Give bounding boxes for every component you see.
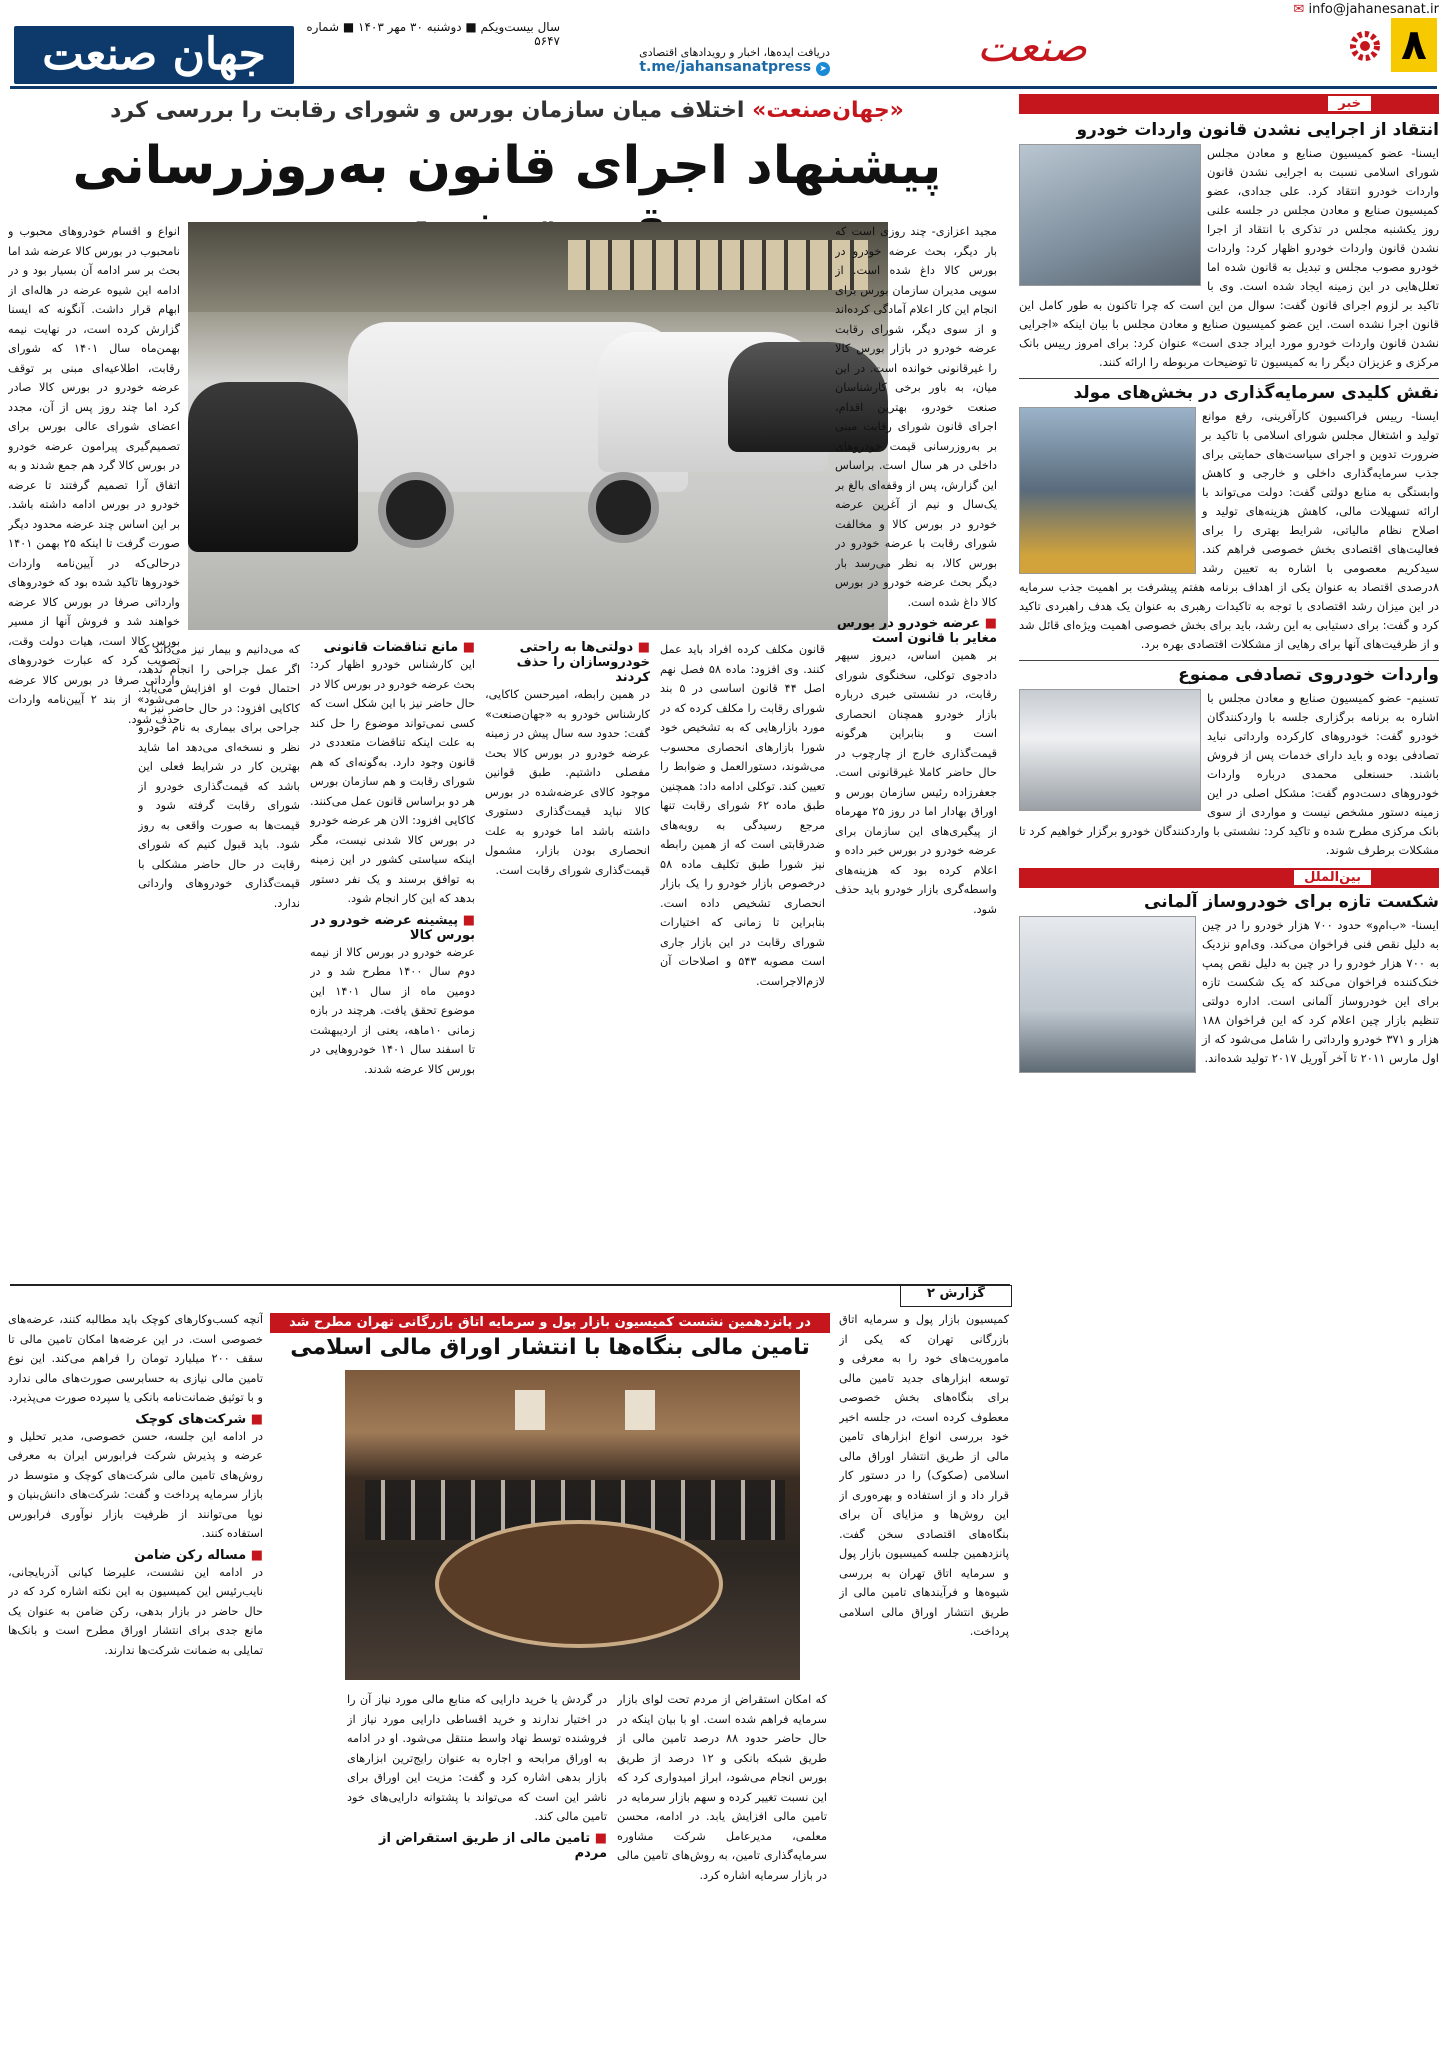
- article-column-1: [835, 222, 997, 1282]
- factory-image: [1019, 407, 1196, 574]
- article-column-6: [8, 222, 180, 1280]
- gear-icon: [1347, 28, 1383, 64]
- report-col4-text: آنچه کسب‌وکارهای کوچک باید مطالبه کنند، عرضه‌های خصوصی است. در این عرضه‌ها امکان تامین مالی تا سقف ۲۰۰ میلیارد تومان را فراهم می‌کند. این نوع تامین مالی نیازی به حسابرسی صورت‌های مالی ندارد و با توثیق ضمانت‌نامه بانکی یا سپرده صورت می‌پذیرد.: [8, 1313, 263, 1404]
- article-col2-text: قانون مکلف کرده افراد باید عمل کنند. وی افزود: ماده ۵۸ فصل نهم اصل ۴۴ قانون اساسی در ۵ بند شورای رقابت را مکلف کرده که در مورد بازارهایی که به تشخیص خود شورا بازارهای انحصاری محسوب می‌شوند، دستورالعمل و ضوابط را تعیین کند. توکلی ادامه داد: همچنین طبق ماده ۶۲ شورای رقابت تنها مرجع رسیدگی به رویه‌های ضدرقابتی است که از همین رابطه نیز شورا طبق تکلیف ماده ۵۸ درخصوص بازار خودرو را یک بازار انحصاری تشخیص داده است. بنابراین تا زمانی که اختیارات شورای رقابت در این بازار جاری است مصوبه ۵۴۳ و اصلاحات آن لازم‌الاجراست.: [660, 643, 825, 988]
- bmw-car-image: [1019, 916, 1196, 1073]
- report-col4-subhead: ■ شرکت‌های کوچک: [135, 1411, 263, 1427]
- report-column-1: [839, 1310, 1009, 2050]
- report-column-3: [347, 1690, 607, 2050]
- sidebar-story-1-title: انتقاد از اجرایی نشدن قانون واردات خودرو: [1076, 120, 1439, 140]
- sidebar-story-1-body: ایسنا- عضو کمیسیون صنایع و معادن مجلس شورای اسلامی نسبت به اجرایی نشدن قانون واردات خودرو انتقاد کرد. علی جدادی، عضو کمیسیون صنایع و معادن مجلس در جلسه علنی روز یکشنبه مجلس در تذکری با انتقاد از اجرا نشدن قانون واردات خودرو اظهار کرد: واردات خودرو مصوب مجلس و تبدیل به قانون شده اما تعلل‌هایی در این زمینه ایجاد شده است. وی با تاکید بر لزوم اجرای قانون گفت: سوال من این است که چرا تاکنون به طور کامل این قانون اجرا نشده است. این عضو کمیسیون صنایع و معادن مجلس با بیان اینکه «اجرایی نشدن قانون واردات خودرو مورد ایراد جدی است» عنوان کرد: برای امروز رییس بانک مرکزی و عزیزان دیگر را به کمیسیون تا توضیحات مربوطه را ارائه کنند.: [1019, 146, 1439, 369]
- report-col4c-text: در ادامه این نشست، علیرضا کیانی آذربایجانی، نایب‌رئیس این کمیسیون به این نکته اشاره کرد که در حال حاضر در بازار بدهی، رکن ضامن به عنوان یک مانع جدی برای انتشار اوراق مطرح است و بانک‌ها تمایلی به ضمانت شرکت‌ها ندارند.: [8, 1565, 263, 1657]
- newspaper-logo: جهان صنعت: [14, 26, 294, 84]
- ship-cars-image: [1019, 144, 1201, 286]
- article-kicker: «جهان‌صنعت» اختلاف میان سازمان بورس و شورای رقابت را بررسی کرد: [110, 98, 904, 123]
- sidebar-story-2-body: ایسنا- رییس فراکسیون کارآفرینی، رفع موانع تولید و اشتغال مجلس شورای اسلامی با تاکید بر ضرورت تدوین و اجرای سیاست‌های حمایتی برای جذب سرمایه‌گذاری داخلی و خارجی و کاهش وابستگی به منابع دولتی گفت: دولت می‌تواند با ارائه تسهیلات مالی، کاهش هزینه‌های تولید و اصلاح نظام مالیاتی، شرایط بهتری را برای فعالیت‌های اقتصادی بخش خصوصی فراهم کند. سیدکریم معصومی با اشاره به تعیین رشد ۸درصدی اقتصاد به عنوان یکی از اهداف برنامه هفتم پیشرفت بر اهمیت جذب سرمایه در این میزان رشد اقتصادی با توجه به تاکیدات رهبری به عنوان یک هدف راهبردی تاکید کرد و گفت: برای دستیابی به این رشد، باید برای بخش خصوصی اهمیت ویژه‌ای قائل شد و از ظرفیت‌های آنها برای رهایی از مشکلات اقتصادی بهره برد.: [1019, 409, 1439, 651]
- telegram-icon: ➤: [816, 62, 830, 76]
- section-divider: [10, 1284, 1010, 1286]
- section-title: صنعت: [977, 22, 1087, 71]
- issue-info: سال بیست‌ویکم ■ دوشنبه ۳۰ مهر ۱۴۰۳ ■ شماره ۵۶۴۷: [306, 20, 560, 48]
- article-col1-subhead: ■ عرضه خودرو در بورس مغایر با قانون است: [836, 616, 997, 646]
- article-col1-text: مجید اعزازی- چند روزی است که بار دیگر، بحث عرضه خودرو در بورس کالا داغ شده است. از سویی مدیران سازمان بورس برای انجام این کار اعلام آمادگی کرده‌اند و از سوی دیگر، شورای رقابت عرضه خودرو در بازار بورس کالا را غیرقانونی خوانده است. در این میان، به باور برخی کارشناسان صنعت خودرو، بهترین اقدام، اجرای قانون شورای رقابت مبنی بر به‌روزرسانی قیمت خودروهای داخلی در هر سال است. براساس این گزارش، پس از وقفه‌ای بالغ بر یک‌سال و نیم از آغرین عرضه خودرو در بورس کالا و مخالفت شورای رقابت با عرضه خودرو در بورس کالا، به نظر می‌رسد بار دیگر بحث عرضه خودرو در بورس کالا داغ شده است.: [835, 225, 997, 609]
- report-column-4: [8, 1310, 263, 2050]
- masthead-rule: [10, 86, 1437, 89]
- page-number: ۸: [1391, 18, 1437, 72]
- sidebar-story-4-body: ایسنا- «ب‌ام‌و» حدود ۷۰۰ هزار خودرو را در چین به دلیل نقص فنی فراخوان می‌کند. وی‌ام‌و نزدیک به ۷۰۰ هزار خودرو را در چین به دلیل نقص پمپ خنک‌کننده فراخوان می‌کند که یک شکست تازه برای این خودروساز آلمانی است. اداره دولتی تنظیم بازار چین اعلام کرد که این فراخوان ۱۸۸ هزار و ۳۷۱ خودرو وارداتی را شامل می‌شود که از اول مارس ۲۰۱۱ تا آخر آوریل ۲۰۱۷ تولید شده‌اند.: [1202, 918, 1439, 1065]
- article-column-2: [660, 640, 825, 1280]
- article-col3b-text: عرضه خودرو در بورس کالا از نیمه دوم سال ۱۴۰۰ مطرح شد و در دومین ماه از سال ۱۴۰۱ این موضوع تحقق یافت. هرچند در بازه زمانی ۱۰ماهه، یعنی از اردیبهشت تا اسفند سال ۱۴۰۱ خودروهایی در بورس کالا عرضه شدند.: [310, 945, 475, 1076]
- parked-cars-image: [1019, 689, 1201, 811]
- report-col1-text: کمیسیون بازار پول و سرمایه اتاق بازرگانی تهران که یکی از ماموریت‌های خود را به معرفی و توسعه ابزارهای جدید تامین مالی برای بنگاه‌های بخش خصوصی معطوف کرده است، در جلسه اخیر خود بررسی انواع ابزارهای تامین مالی از طریق انتشار اوراق مالی اسلامی (صکوک) را در دستور کار قرار داد و از استفاده و بهره‌وری از این روش‌ها و مزایای آن برای بنگاه‌های اقتصادی سخن گفت. پانزدهمین جلسه کمیسیون بازار پول و سرمایه اتاق تهران به بررسی شیوه‌ها و فرآیندهای تامین مالی از طریق انتشار اوراق مالی اسلامی پرداخت.: [839, 1313, 1009, 1638]
- report-column-2: [617, 1690, 827, 2050]
- article-headline: پیشنهاد اجرای قانون به‌روزرسانی: [72, 136, 942, 196]
- article-column-3: [485, 640, 650, 1280]
- car-showroom-image: [188, 222, 888, 630]
- news-tag: خبر: [1019, 94, 1439, 114]
- conference-meeting-image: [345, 1370, 800, 1680]
- report-col4b-text: در ادامه این جلسه، حسن خصوصی، مدیر تحلیل و عرضه و پذیرش شرکت فرابورس ایران به معرفی روش‌های تامین مالی شرکت‌های کوچک و متوسط در بازار سرمایه پرداخت و گفت: شرکت‌های دانش‌بنیان و نوپا می‌توانند از ظرفیت بازار نوآوری فرابورس استفاده کنند.: [8, 1429, 263, 1540]
- report-col3-subhead: ■ تامین مالی از طریق استقراض از مردم: [379, 1830, 607, 1861]
- article-col2b-text: در همین رابطه، امیرحسن کاکایی، کارشناس خودرو به «جهان‌صنعت» گفت: حدود سه سال پیش در زمینه عرضه خودرو در بورس کالا بحث مفصلی داشتیم. طبق قوانین موجود کالای عرضه‌شده در بورس کالا نباید قیمت‌گذاری دستوری داشته باشد اما خودرو به علت انحصاری بودن بازار، مشمول قیمت‌گذاری شورای رقابت است.: [485, 688, 650, 877]
- article-col5-text: انواع و اقسام خودروهای محبوب و نامحبوب در بورس کالا عرضه شد اما بحث بر سر ادامه آن بسیار بود و در ادامه این شیوه عرضه در هاله‌ای از ابهام قرار داشت. آنگونه که ایسنا گزارش کرده است، در نهایت نیمه بهمن‌ماه سال ۱۴۰۱ که شورای رقابت، اطلاعیه‌ای مبنی بر توقف عرضه خودرو در بورس کالا صادر کرد اما چند روز پس از آن، مجدد اعضای شورای عالی بورس برای تصمیم‌گیری پیرامون عرضه خودرو در بورس کالا گرد هم جمع شدند و به اتفاق آرا تصمیم گرفتند تا عرضه خودرو در بورس ادامه داشته باشد. بر این اساس چند عرضه محدود دیگر صورت گرفت تا اینکه ۲۵ بهمن ۱۴۰۱ درحالی‌که در آیین‌نامه واردات خودروها تاکید شده بود که خودروهای وارداتی صرفا در بورس کالا عرضه خواهند شد و فروش آنها از مسیر بورس کالا است، هیات دولت وقت، تصویب کرد که عبارت خودروهای وارداتی صرفا در بورس کالا عرضه می‌شود» از بند ۲ آیین‌نامه واردات حذف شود.: [8, 225, 180, 726]
- email-icon: ✉: [1293, 2, 1309, 17]
- article-col1b-text: بر همین اساس، دیروز سپهر دادجوی توکلی، سخنگوی شورای رقابت، در نشستی خبری درباره بازار خودرو همچنان انحصاری است و بنابراین هرگونه قیمت‌گذاری خارج از چارچوب در حال حاضر کاملا غیرقانونی است. جعفرزاده رئیس سازمان بورس و اوراق بهادار اما در روز ۲۵ مهرماه از پیگیری‌های این سازمان برای عرضه خودرو در بورس خبر داده و اعلام کرده بود که هزینه‌های واسطه‌گری بازار خودرو باید حذف شود.: [835, 649, 997, 916]
- sidebar-story-3-title: واردات خودروی تصادفی ممنوع: [1178, 665, 1439, 685]
- report-col4-subhead-2: ■ مساله رکن ضامن: [134, 1547, 263, 1563]
- sidebar-story-4-title: شکست تازه برای خودروساز آلمانی: [1144, 892, 1439, 912]
- sidebar: [1019, 94, 1439, 2044]
- intl-tag: بین‌الملل: [1019, 868, 1439, 888]
- telegram-url: t.me/jahansanatpress: [639, 59, 812, 75]
- sidebar-story-2-title: نقش کلیدی سرمایه‌گذاری در بخش‌های مولد: [1073, 383, 1439, 403]
- telegram-block[interactable]: [590, 46, 830, 76]
- report-label: گزارش ۲: [900, 1285, 1012, 1307]
- telegram-caption: دریافت ایده‌ها، اخبار و رویدادهای اقتصادی: [639, 46, 830, 59]
- report-kicker-bar: در پانزدهمین نشست کمیسیون بازار پول و سرمایه اتاق بازرگانی تهران مطرح شد: [270, 1313, 830, 1333]
- article-column-4: [310, 640, 475, 1280]
- article-col3-text: این کارشناس خودرو اظهار کرد: بحث عرضه خودرو در بورس کالا در حال حاضر نیز با این شکل است که کسی نمی‌تواند موضوع را حل کند به علت اینکه تناقضات متعددی در قانون وجود دارد. به‌گونه‌ای که هم شورای رقابت و هم سازمان بورس هر دو براساس قانون عمل می‌کنند. کاکایی افزود: الان هر عرضه خودرو در بورس کالا شدنی نیست، مگر اینکه سیاستی کشور در این زمینه به توافق برسند و یک نفر دستور بدهد که این کار انجام شود.: [310, 658, 475, 905]
- report-col3-text: در گردش یا خرید دارایی که منابع مالی مورد نیاز آن را در اختیار ندارند و خرید اقساطی دارایی مورد نیاز از فروشنده توسط نهاد واسط منتقل می‌شود. او در ادامه به اوراق مرابحه و اجاره به عنوان رایج‌ترین ابزارهای بازار بدهی اشاره کرد و گفت: مزیت این اوراق برای ناشر این است که می‌تواند با پشتوانه دارایی‌های خود تامین مالی کند.: [347, 1693, 607, 1823]
- sidebar-story-3-body: تسنیم- عضو کمیسیون صنایع و معادن مجلس با اشاره به برنامه برگزاری جلسه با واردکنندگان خودرو گفت: خودروهای کارکرده وارداتی نباید تصادفی بوده و باید دارای خدمات پس از فروش باشند. حسنعلی محمدی درباره واردات خودروهای دست‌دوم گفت: مشکل اصلی در این زمینه دستور مشخص نیست و مواردی از سوی بانک مرکزی مطرح شده و تاکید کرد: نشستی با واردکنندگان خودرو برگزار خواهیم کرد تا مشکلات برطرف شوند.: [1019, 691, 1439, 857]
- report-title: تامین مالی بنگاه‌ها با انتشار اوراق مالی اسلامی: [290, 1335, 810, 1360]
- email-contact[interactable]: ✉ info@jahanesanat.ir: [1293, 2, 1439, 17]
- article-col3-subhead: ■ مانع تناقضات قانونی: [323, 640, 475, 655]
- report-col2-text: که امکان استقراض از مردم تحت لوای بازار سرمایه فراهم شده است. او با بیان اینکه در حال حاضر حدود ۸۸ درصد تامین مالی از طریق شبکه بانکی و ۱۲ درصد از طریق بورس انجام می‌شود، ابراز امیدواری کرد که این نسبت تغییر کرده و سهم بازار سرمایه در تامین مالی افزایش یابد. در ادامه، محسن معلمی، مدیرعامل شرکت مشاوره سرمایه‌گذاری تامین، به روش‌های تامین مالی در بازار سرمایه اشاره کرد.: [617, 1693, 827, 1882]
- article-col2-subhead: ■ دولتی‌ها به راحتی خودروسازان را حذف کردند: [516, 640, 650, 685]
- article-col4-text: که می‌دانیم و بیمار نیز می‌داند که اگر عمل جراحی را انجام ندهد، احتمال فوت او افزایش می‌یابد. کاکایی افزود: در حال حاضر نیز به جراحی برای بیماری به نام خودرو نظر و نسخه‌ای می‌دهد اما شاید بهترین کار در شرایط فعلی این باشد که قیمت‌گذاری خودرو از شورای رقابت گرفته شود و قیمت‌ها به صورت واقعی به روز شود. باید قبول کنیم که شورای رقابت در حال حاضر مشکلی با قیمت‌گذاری خودروهای وارداتی ندارد.: [138, 643, 300, 910]
- article-col3-subhead-2: ■ پیشینه عرضه خودرو در بورس کالا: [311, 912, 475, 943]
